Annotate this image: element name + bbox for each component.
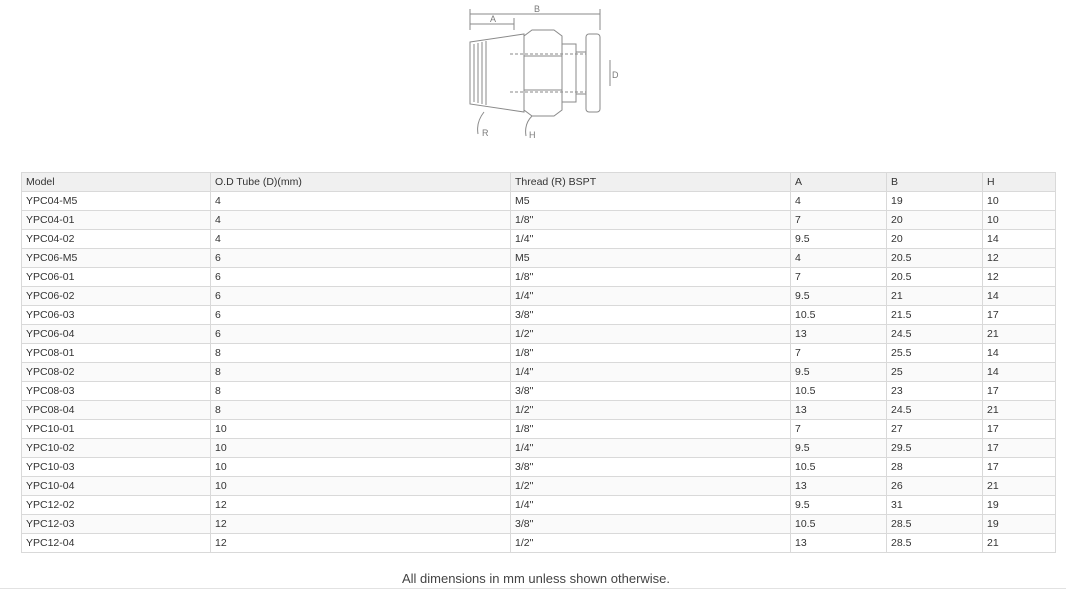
cell-tube-od: 6: [211, 249, 511, 268]
column-header-a: A: [791, 173, 887, 192]
cell-h: 14: [983, 363, 1056, 382]
cell-b: 21: [887, 287, 983, 306]
cell-b: 24.5: [887, 325, 983, 344]
cell-h: 21: [983, 401, 1056, 420]
cell-tube-od: 12: [211, 496, 511, 515]
table-row: [22, 515, 1056, 534]
cell-thread: 1/8": [511, 268, 791, 287]
dimension-d-label: D: [612, 70, 619, 80]
cell-b: 20: [887, 230, 983, 249]
cell-b: 25: [887, 363, 983, 382]
cell-b: 29.5: [887, 439, 983, 458]
cell-h: 17: [983, 306, 1056, 325]
cell-b: 20: [887, 211, 983, 230]
cell-tube-od: 10: [211, 458, 511, 477]
cell-model: YPC06-04: [22, 325, 211, 344]
dimension-b-label: B: [534, 4, 541, 14]
cell-model: YPC04-M5: [22, 192, 211, 211]
dimensions-footnote: All dimensions in mm unless shown otherwise.: [401, 571, 671, 586]
cell-a: 4: [791, 249, 887, 268]
cell-tube-od: 6: [211, 325, 511, 344]
table-row: [22, 496, 1056, 515]
table-row: [22, 477, 1056, 496]
cell-thread: 1/4": [511, 230, 791, 249]
cell-thread: 3/8": [511, 382, 791, 401]
cell-tube-od: 10: [211, 439, 511, 458]
cell-b: 20.5: [887, 249, 983, 268]
table-row: [22, 306, 1056, 325]
table-header-row: [22, 173, 1056, 192]
dimension-r-label: R: [482, 128, 489, 138]
cell-thread: 1/4": [511, 363, 791, 382]
cell-h: 19: [983, 496, 1056, 515]
cell-model: YPC12-03: [22, 515, 211, 534]
cell-tube-od: 10: [211, 420, 511, 439]
table-row: [22, 287, 1056, 306]
cell-h: 17: [983, 382, 1056, 401]
cell-a: 9.5: [791, 287, 887, 306]
cell-h: 14: [983, 344, 1056, 363]
cell-model: YPC08-03: [22, 382, 211, 401]
cell-thread: M5: [511, 249, 791, 268]
cell-b: 27: [887, 420, 983, 439]
cell-model: YPC06-M5: [22, 249, 211, 268]
cell-tube-od: 10: [211, 477, 511, 496]
cell-a: 13: [791, 534, 887, 553]
cell-a: 10.5: [791, 306, 887, 325]
cell-h: 10: [983, 192, 1056, 211]
table-row: [22, 363, 1056, 382]
fitting-dimension-drawing: [462, 4, 638, 142]
cell-a: 4: [791, 192, 887, 211]
cell-thread: 1/2": [511, 477, 791, 496]
cell-b: 28.5: [887, 515, 983, 534]
cell-tube-od: 6: [211, 268, 511, 287]
cell-model: YPC10-02: [22, 439, 211, 458]
cell-tube-od: 8: [211, 344, 511, 363]
column-header-b: B: [887, 173, 983, 192]
cell-thread: 1/4": [511, 287, 791, 306]
cell-h: 12: [983, 249, 1056, 268]
column-header-tube-od: O.D Tube (D)(mm): [211, 173, 511, 192]
cell-thread: 3/8": [511, 515, 791, 534]
dimension-h-label: H: [529, 130, 536, 140]
cell-a: 9.5: [791, 230, 887, 249]
bottom-divider: [0, 588, 1066, 589]
cell-model: YPC04-01: [22, 211, 211, 230]
cell-b: 20.5: [887, 268, 983, 287]
cell-a: 13: [791, 401, 887, 420]
cell-thread: 1/2": [511, 401, 791, 420]
cell-model: YPC10-04: [22, 477, 211, 496]
table-row: [22, 401, 1056, 420]
table-row: [22, 192, 1056, 211]
cell-h: 21: [983, 534, 1056, 553]
cell-model: YPC08-04: [22, 401, 211, 420]
cell-h: 10: [983, 211, 1056, 230]
table-row: [22, 268, 1056, 287]
cell-model: YPC06-01: [22, 268, 211, 287]
cell-b: 24.5: [887, 401, 983, 420]
cell-a: 13: [791, 325, 887, 344]
cell-tube-od: 4: [211, 230, 511, 249]
column-header-thread: Thread (R) BSPT: [511, 173, 791, 192]
cell-b: 23: [887, 382, 983, 401]
table-row: [22, 439, 1056, 458]
cell-b: 19: [887, 192, 983, 211]
cell-model: YPC10-03: [22, 458, 211, 477]
cell-a: 9.5: [791, 363, 887, 382]
cell-h: 17: [983, 420, 1056, 439]
cell-a: 10.5: [791, 515, 887, 534]
cell-tube-od: 8: [211, 382, 511, 401]
cell-a: 7: [791, 420, 887, 439]
dimension-a-label: A: [490, 14, 497, 24]
table-row: [22, 382, 1056, 401]
cell-h: 14: [983, 230, 1056, 249]
cell-b: 21.5: [887, 306, 983, 325]
cell-thread: 3/8": [511, 458, 791, 477]
cell-a: 10.5: [791, 382, 887, 401]
cell-b: 31: [887, 496, 983, 515]
cell-thread: 1/2": [511, 325, 791, 344]
cell-tube-od: 8: [211, 401, 511, 420]
cell-model: YPC10-01: [22, 420, 211, 439]
table-row: [22, 344, 1056, 363]
cell-a: 9.5: [791, 496, 887, 515]
cell-b: 28.5: [887, 534, 983, 553]
cell-a: 13: [791, 477, 887, 496]
cell-thread: 1/4": [511, 496, 791, 515]
cell-model: YPC08-02: [22, 363, 211, 382]
cell-b: 28: [887, 458, 983, 477]
cell-model: YPC08-01: [22, 344, 211, 363]
cell-tube-od: 6: [211, 287, 511, 306]
cell-a: 7: [791, 268, 887, 287]
dimension-table: [21, 172, 1056, 553]
table-row: [22, 230, 1056, 249]
table-row: [22, 534, 1056, 553]
cell-h: 17: [983, 458, 1056, 477]
cell-h: 17: [983, 439, 1056, 458]
cell-thread: 1/2": [511, 534, 791, 553]
cell-h: 21: [983, 325, 1056, 344]
cell-b: 25.5: [887, 344, 983, 363]
cell-tube-od: 4: [211, 192, 511, 211]
cell-model: YPC12-02: [22, 496, 211, 515]
column-header-h: H: [983, 173, 1056, 192]
cell-model: YPC04-02: [22, 230, 211, 249]
cell-thread: 1/8": [511, 211, 791, 230]
cell-model: YPC12-04: [22, 534, 211, 553]
cell-tube-od: 8: [211, 363, 511, 382]
table-row: [22, 325, 1056, 344]
cell-a: 10.5: [791, 458, 887, 477]
cell-a: 9.5: [791, 439, 887, 458]
cell-h: 12: [983, 268, 1056, 287]
table-row: [22, 249, 1056, 268]
table-row: [22, 458, 1056, 477]
cell-h: 14: [983, 287, 1056, 306]
cell-thread: 1/8": [511, 344, 791, 363]
table-row: [22, 211, 1056, 230]
cell-thread: 3/8": [511, 306, 791, 325]
cell-h: 19: [983, 515, 1056, 534]
cell-thread: M5: [511, 192, 791, 211]
cell-thread: 1/8": [511, 420, 791, 439]
cell-b: 26: [887, 477, 983, 496]
cell-tube-od: 12: [211, 515, 511, 534]
cell-a: 7: [791, 344, 887, 363]
cell-thread: 1/4": [511, 439, 791, 458]
cell-model: YPC06-02: [22, 287, 211, 306]
cell-tube-od: 4: [211, 211, 511, 230]
cell-tube-od: 6: [211, 306, 511, 325]
column-header-model: Model: [22, 173, 211, 192]
cell-a: 7: [791, 211, 887, 230]
cell-model: YPC06-03: [22, 306, 211, 325]
table-row: [22, 420, 1056, 439]
cell-tube-od: 12: [211, 534, 511, 553]
cell-h: 21: [983, 477, 1056, 496]
